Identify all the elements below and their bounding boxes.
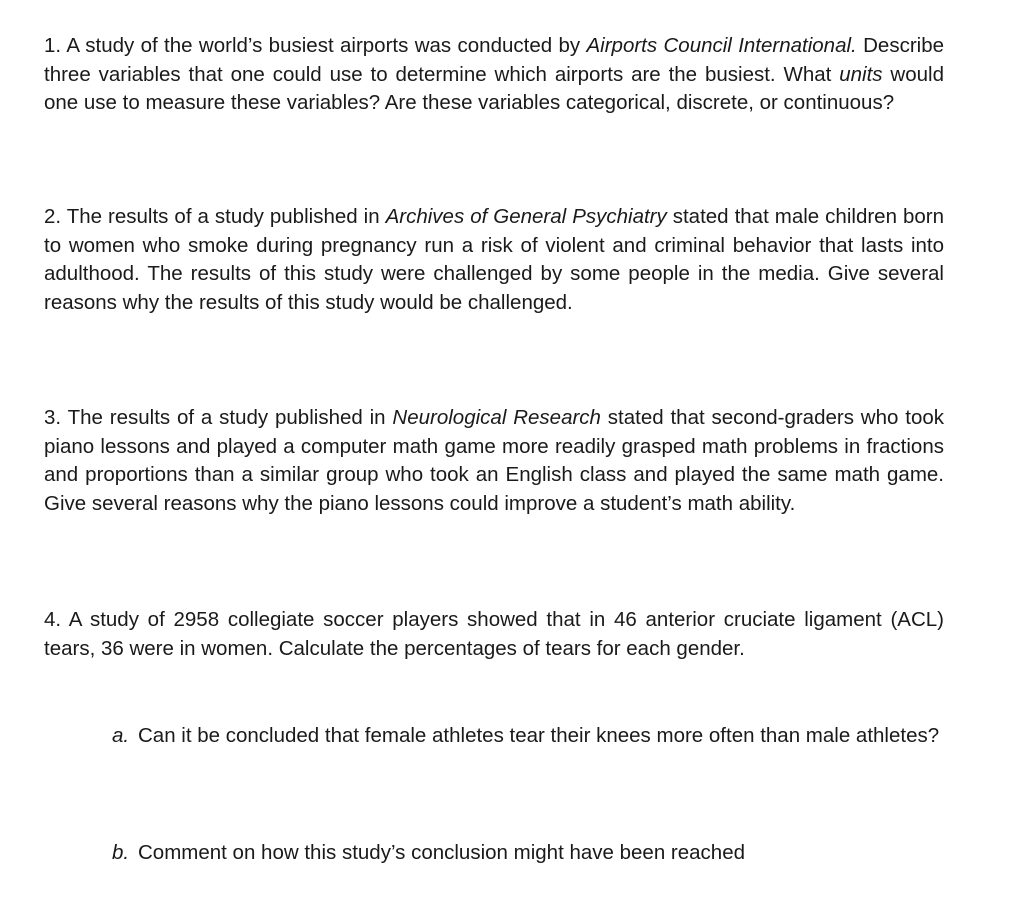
- subquestion-marker: b.: [112, 841, 130, 864]
- subquestion-a: [112, 722, 944, 751]
- question-text: The results of a study published in: [67, 406, 393, 429]
- question-number: 4.: [44, 608, 62, 631]
- subquestion-text: Comment on how this study’s conclusion might have been reached: [138, 841, 745, 864]
- subquestion-text: Can it be concluded that female athletes tear their knees more often than male athletes?: [138, 724, 940, 747]
- question-text: stated that male children born to women who smoke during pregnancy run a risk of violent and criminal behavior that lasts into adulthood. The results of this study were challenged by some people in the media. Give several reasons why the results of this study would be challenged.: [44, 205, 944, 314]
- question-text: Describe three variables that one could use to determine which airports are the busiest. What: [44, 34, 944, 86]
- question-text: A study of 2958 collegiate soccer players showed that in 46 anterior cruciate ligament (ACL) tears, 36 were in women. Calculate the percentages of tears for each gender.: [44, 608, 944, 660]
- question-text: The results of a study published in: [66, 205, 386, 228]
- question-number: 1.: [44, 34, 62, 57]
- publication-name: Archives of General Psychiatry: [385, 205, 667, 228]
- question-1: [44, 32, 944, 118]
- publication-name: Neurological Research: [392, 406, 601, 429]
- question-text: would one use to measure these variables? Are these variables categorical, discrete, or continuous?: [44, 62, 944, 114]
- question-number: 3.: [44, 406, 62, 429]
- question-text: A study of the world’s busiest airports was conducted by: [66, 34, 587, 57]
- question-2: [44, 203, 944, 317]
- publication-name: Airports Council International.: [586, 34, 857, 57]
- subquestion-marker: a.: [112, 724, 130, 747]
- question-text: stated that second-graders who took piano lessons and played a computer math game more readily grasped math problems in fractions and proportions than a similar group who took an English class and played the same math game. Give several reasons why the piano lessons could improve a student’s math ability.: [44, 406, 944, 515]
- question-number: 2.: [44, 205, 62, 228]
- subquestion-b: [112, 839, 944, 868]
- question-3: [44, 404, 944, 518]
- question-4: [44, 606, 944, 663]
- emphasis-text: units: [839, 62, 883, 86]
